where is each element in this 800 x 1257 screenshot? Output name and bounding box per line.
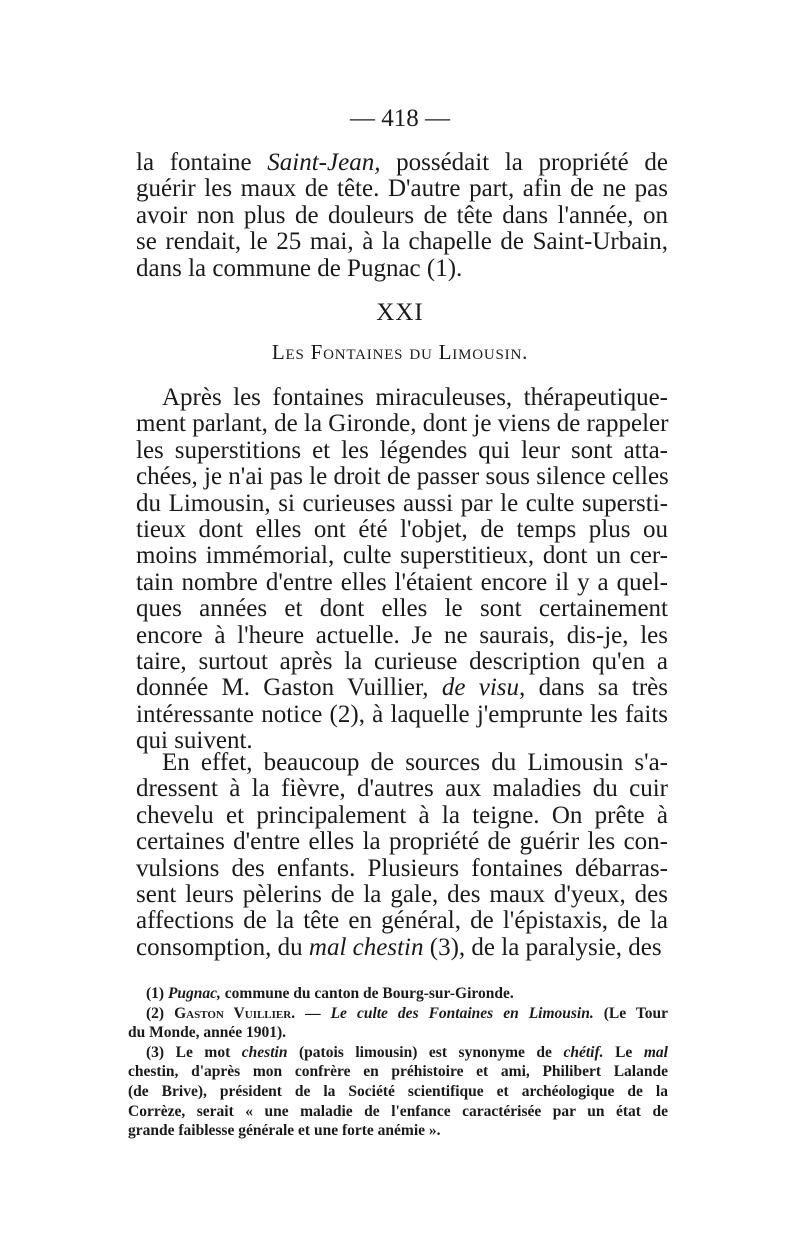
text-line: dans la commune de Pugnac (1). (136, 254, 463, 282)
text-line: moins immémorial, culte superstitieux, dont un cer- (136, 542, 668, 570)
text-line: avoir non plus de douleurs de tête dans l'année, on (136, 201, 668, 229)
text-line: chevelu et principalement à la teigne. On prête à (136, 801, 668, 829)
text-line: taire, surtout après la curieuse description qu'en a (136, 648, 668, 676)
footnote-2: (2) Gaston Vuillier. — Le culte des Fontaines en Limousin. (Le Tour (146, 1004, 668, 1022)
text-line: dressent à la fièvre, d'autres aux maladies du cuir (136, 775, 668, 803)
text-line: tain nombre d'entre elles l'étaient encore il y a quel- (136, 568, 668, 596)
italic-run: de visu, (441, 674, 526, 702)
footnote-1: (1) Pugnac, commune du canton de Bourg-sur-Gironde. (146, 985, 514, 1002)
footnotes (128, 984, 668, 1141)
text-line: vulsions des enfants. Plusieurs fontaines débarras- (136, 854, 668, 882)
footnote-3-line-5: grande faiblesse générale et une forte anémie ». (128, 1122, 441, 1140)
text-run: consomption, du (136, 933, 309, 961)
text-run: (3), de la paralysie, des (423, 933, 662, 961)
footnote-3: (3) Le mot chestin (patois limousin) est synonyme de chétif. Le mal (146, 1043, 668, 1061)
text-line: encore à l'heure actuelle. Je ne saurais, dis-je, les (136, 621, 668, 649)
text-line (136, 935, 668, 961)
chapter-title: Les Fontaines du Limousin. (271, 340, 529, 364)
text-line: affections de la tête en général, de l'épistaxis, de la (136, 907, 668, 935)
italic-run: mal chestin (308, 933, 424, 961)
footnote-3-line-4: Corrèze, serait « une maladie de l'enfance caractérisée par un état de (128, 1102, 668, 1120)
text-run: donnée M. Gaston Vuillier, (136, 674, 442, 702)
chapter-number: XXI (376, 299, 424, 326)
footnote-2-continuation: du Monde, année 1901). (128, 1024, 287, 1042)
text-run: dans sa très (525, 674, 668, 702)
text-line: ques années et dont elles le sont certainement (136, 595, 668, 623)
text-line: intéressante notice (2), à laquelle j'emprunte les faits (136, 700, 668, 728)
text-line: se rendait, le 25 mai, à la chapelle de Saint-Urbain, (136, 228, 668, 256)
paragraph-2 (136, 750, 668, 961)
text-line: tieux dont elles ont été l'objet, de temps plus ou (136, 516, 668, 544)
paragraph-text (136, 750, 668, 961)
text-line: Après les fontaines miraculeuses, thérapeutique- (162, 384, 668, 411)
text-line: ment parlant, de la Gironde, dont je viens de rappeler (136, 410, 669, 438)
text-run: possédait la propriété de (380, 149, 669, 176)
text-line (136, 150, 668, 176)
text-line: les superstitions et les légendes qui leur sont atta- (136, 436, 668, 464)
footnote-3-line-3: (de Brive), président de la Société scientifique et archéologique de la (128, 1082, 668, 1100)
footnote-3-line-2: chestin, d'après mon confrère en préhistoire et ami, Philibert Lalande (128, 1063, 668, 1081)
text-line: chées, je n'ai pas le droit de passer sous silence celles (136, 463, 669, 491)
text-line: guérir les maux de tête. D'autre part, afin de ne pas (136, 175, 668, 203)
continuation-paragraph (136, 150, 668, 282)
text-line: du Limousin, si curieuses aussi par le culte supersti- (136, 489, 668, 517)
paragraph-text (136, 385, 668, 755)
text-line: sent leurs pèlerins de la gale, des maux d'yeux, des (136, 881, 668, 909)
text-run: la fontaine (136, 149, 268, 176)
paragraph-text (136, 150, 668, 282)
text-line: En effet, beaucoup de sources du Limousin s'a- (162, 749, 668, 776)
text-line (136, 675, 668, 701)
paragraph-1 (136, 385, 668, 755)
page-number: — 418 — (350, 105, 450, 132)
text-line: qui suivent. (136, 727, 253, 755)
italic-run: Saint-Jean, (267, 149, 381, 176)
text-line: certaines d'entre elles la propriété de guérir les con- (136, 828, 668, 856)
